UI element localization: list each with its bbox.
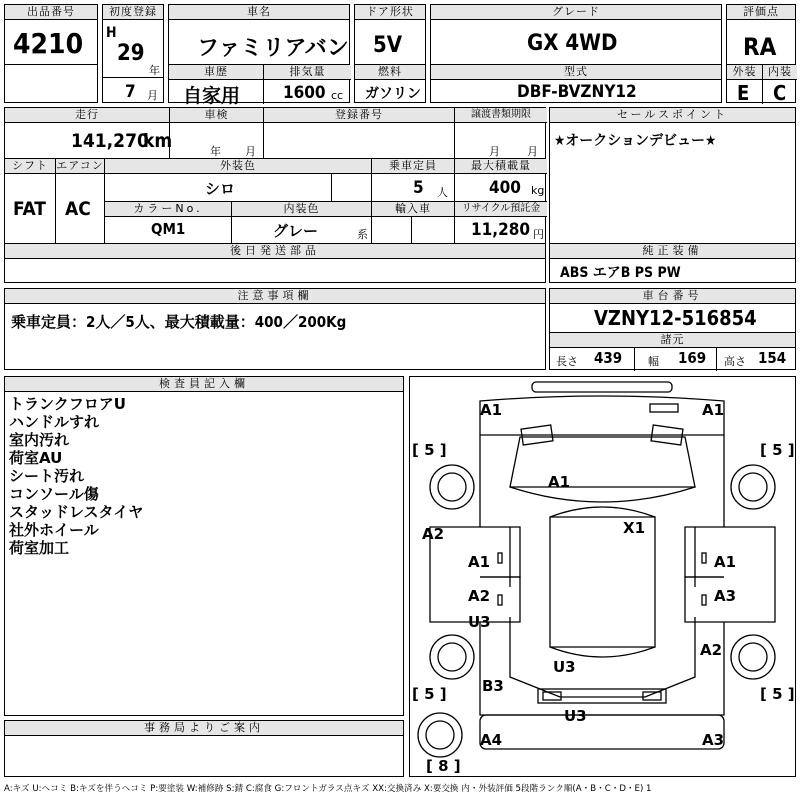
- caution-text: 乗車定員：2人／5人、最大積載量：400／200Kg: [11, 313, 347, 331]
- max-load: 400: [489, 178, 521, 198]
- damage-code: U3: [553, 658, 576, 676]
- lot-number-label: 出品番号: [5, 5, 97, 20]
- tire-mark-front-right: [ 5 ]: [760, 441, 795, 459]
- damage-code: A1: [548, 473, 571, 491]
- kei-unit: 系: [357, 228, 368, 241]
- model-code: DBF-BVZNY12: [517, 82, 637, 102]
- door-type: 5V: [373, 33, 403, 58]
- note-item: 荷室AU: [9, 449, 63, 467]
- damage-code: A4: [480, 731, 503, 749]
- sales-point-label: セールスポイント: [550, 108, 795, 123]
- damage-code: A1: [714, 553, 737, 571]
- shift-type: FAT: [13, 198, 46, 220]
- specs-label: 諸元: [550, 333, 795, 348]
- chassis-box: [549, 288, 796, 370]
- max-load-label: 最大積載量: [455, 159, 547, 174]
- month-unit: 月: [147, 89, 158, 102]
- history-label: 車歴: [169, 65, 263, 80]
- auction-score: RA: [743, 33, 777, 61]
- inspector-notes-list: [9, 395, 143, 557]
- color-number: QM1: [151, 220, 186, 238]
- note-item: スタッドレスタイヤ: [9, 503, 144, 521]
- inspection-month-unit: 月: [245, 145, 256, 158]
- first-registration-box: [102, 4, 164, 103]
- inspector-notes-box: [4, 376, 404, 716]
- lot-number-box: [4, 4, 98, 103]
- fuel-label: 燃料: [355, 65, 425, 80]
- year-unit: 年: [149, 64, 160, 77]
- km-unit: km: [143, 130, 173, 152]
- note-item: 室内汚れ: [9, 431, 70, 449]
- color-number-label: カラーNo.: [105, 202, 231, 217]
- vehicle-history: 自家用: [183, 85, 241, 107]
- mileage-label: 走行: [5, 108, 169, 123]
- cc-unit: cc: [331, 89, 344, 102]
- later-parts-label: 後日発送部品: [5, 244, 545, 259]
- caution-label: 注意事項欄: [5, 289, 545, 304]
- genuine-equipment-label: 純正装備: [550, 244, 795, 259]
- grade: GX 4WD: [527, 31, 618, 56]
- damage-diagram-box: [409, 376, 796, 777]
- displacement-label: 排気量: [264, 65, 351, 80]
- door-label: ドア形状: [355, 5, 425, 20]
- damage-code: A3: [714, 587, 737, 605]
- sales-point-box: [549, 107, 796, 283]
- model-label: 型式: [431, 65, 721, 80]
- damage-code: A1: [480, 401, 503, 419]
- era-mark: H: [106, 25, 117, 41]
- interior-label: 内装: [763, 65, 797, 80]
- note-item: 社外ホイール: [9, 521, 99, 539]
- shift-label: シフト: [5, 159, 55, 174]
- damage-code: A2: [700, 641, 723, 659]
- note-item: コンソール傷: [9, 485, 99, 503]
- car-name: ファミリアバン: [197, 36, 349, 61]
- aircon: AC: [65, 198, 91, 220]
- sales-point: ★オークションデビュー★: [554, 133, 717, 149]
- interior-grade: C: [773, 81, 787, 105]
- chassis-number-label: 車台番号: [550, 289, 795, 304]
- damage-code: X1: [623, 519, 646, 537]
- deadline-day-unit: 月: [527, 145, 538, 158]
- registration-year: 29: [117, 41, 145, 66]
- recycle-label: リサイクル預託金: [455, 202, 547, 217]
- genuine-equipment: ABS エアB PS PW: [560, 265, 681, 281]
- inspector-notes-label: 検査員記入欄: [5, 377, 403, 392]
- exterior-color-label: 外装色: [105, 159, 371, 174]
- damage-code: A2: [422, 525, 445, 543]
- height-value: 154: [758, 349, 787, 367]
- caution-box: [4, 288, 546, 370]
- car-name-box: [168, 4, 350, 107]
- tire-mark-spare: [ 8 ]: [426, 757, 461, 775]
- fuel-type: ガソリン: [365, 86, 421, 102]
- length-label: 長さ: [556, 355, 578, 368]
- height-label: 高さ: [724, 355, 746, 368]
- registration-month: 7: [125, 82, 136, 102]
- document-deadline-label: 譲渡書類期限: [455, 108, 547, 123]
- exterior-color: シロ: [205, 180, 236, 198]
- inspection-year-unit: 年: [210, 145, 221, 158]
- width-value: 169: [678, 349, 707, 367]
- tire-mark-front-left: [ 5 ]: [412, 441, 447, 459]
- damage-code: A1: [702, 401, 725, 419]
- interior-color: グレー: [273, 222, 319, 240]
- kg-unit: kg: [531, 184, 545, 197]
- deadline-month-unit: 月: [489, 145, 500, 158]
- note-item: ハンドルすれ: [9, 413, 100, 431]
- capacity-label: 乗車定員: [372, 159, 454, 174]
- exterior-label: 外装: [727, 65, 762, 80]
- first-registration-label: 初度登録: [103, 5, 163, 20]
- door-box: [354, 4, 426, 103]
- interior-color-label: 内装色: [232, 202, 371, 217]
- office-notice-label: 事務局よりご案内: [5, 721, 403, 736]
- car-outline-diagram: [410, 377, 795, 776]
- lot-number: 4210: [13, 27, 84, 60]
- damage-code: A2: [468, 587, 491, 605]
- displacement: 1600: [283, 83, 326, 103]
- note-item: トランクフロアU: [9, 395, 126, 413]
- note-item: シート汚れ: [9, 467, 85, 485]
- tire-mark-rear-left: [ 5 ]: [412, 685, 447, 703]
- yen-unit: 円: [533, 228, 544, 241]
- damage-code: A1: [468, 553, 491, 571]
- damage-code: U3: [468, 613, 491, 631]
- person-unit: 人: [437, 186, 448, 199]
- damage-code: U3: [564, 707, 587, 725]
- damage-code: A3: [702, 731, 725, 749]
- grade-box: [430, 4, 722, 103]
- damage-code: B3: [482, 677, 504, 695]
- aircon-label: エアコン: [56, 159, 104, 172]
- capacity: 5: [413, 178, 424, 198]
- recycle-deposit: 11,280: [471, 220, 531, 240]
- width-label: 幅: [648, 355, 659, 368]
- length-value: 439: [594, 349, 623, 367]
- vehicle-details-box: [4, 107, 546, 283]
- car-name-label: 車名: [169, 5, 349, 20]
- inspection-label: 車検: [170, 108, 263, 123]
- note-item: 荷室加工: [9, 539, 70, 557]
- mileage: 141,270: [71, 130, 149, 152]
- tire-mark-rear-right: [ 5 ]: [760, 685, 795, 703]
- registration-number-label: 登録番号: [264, 108, 454, 123]
- import-label: 輸入車: [372, 202, 454, 217]
- damage-legend: A:キズ U:ヘコミ B:キズを伴うヘコミ P:要塗装 W:補修跡 S:錆 C:腐食 G:フロントガラス点キズ XX:交換済み X:要交換 内・外装評価 5段階ランク順(A・B・C・D・E) 1: [4, 784, 652, 794]
- chassis-number: VZNY12-516854: [594, 306, 757, 330]
- score-label: 評価点: [727, 5, 795, 20]
- exterior-grade: E: [737, 81, 750, 105]
- office-notice-box: [4, 720, 404, 777]
- score-box: [726, 4, 796, 103]
- grade-label: グレード: [431, 5, 721, 20]
